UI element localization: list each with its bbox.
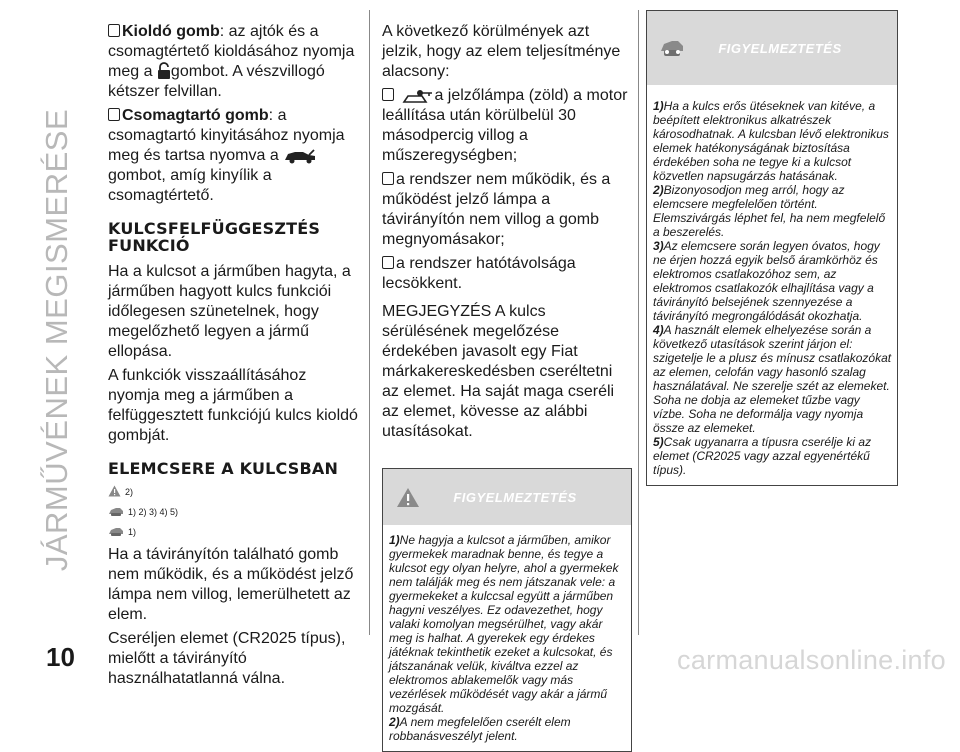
warning-box-2 xyxy=(646,10,898,486)
warning-triangle-icon xyxy=(396,487,420,508)
warning-box-title: FIGYELMEZTETÉS xyxy=(718,40,842,56)
warning-box-body xyxy=(647,85,897,485)
column-2 xyxy=(382,22,632,752)
paragraph-battery-1: Ha a távirányítón található gomb nem működik, és a működést jelző lámpa nem villog, lemerülhetett az elem. xyxy=(108,546,354,623)
warning-box-title: FIGYELMEZTETÉS xyxy=(453,489,577,505)
bullet-square-icon xyxy=(382,88,394,101)
paragraph-key-suspension-1: Ha a kulcsot a járműben hagyta, a járműben hagyott kulcs funkciói időlegesen szünetelnek, hogy megelőzhető legyen a jármű ellopása. xyxy=(108,263,351,360)
side-section-title: JÁRMŰVÉNEK MEGISMERÉSE xyxy=(39,108,74,572)
watermark: carmanualsonline.info xyxy=(677,645,946,675)
bullet-square-icon xyxy=(382,172,394,185)
warning-box-header xyxy=(647,11,897,85)
paragraph-trunk-button: Csomagtartó gomb: a csomagtartó kinyitásához nyomja meg és tartsa nyomva a gombot, amíg kinyílik a csomagtértető. xyxy=(108,107,345,204)
environment-reference: 1) xyxy=(108,525,358,537)
bullet-no-blink: a rendszer nem működik, és a működést jelző lámpa a távirányítón nem villog a gomb megnyomásakor; xyxy=(382,171,611,248)
heading-battery-replacement: ELEMCSERE A KULCSBAN xyxy=(108,459,339,478)
caution-car-hand-icon xyxy=(658,37,686,59)
paragraph-key-suspension-2: A funkciók visszaállításához nyomja meg a járműben a felfüggesztett funkciójú kulcs kioldó gombját. xyxy=(108,367,358,444)
warning-item: 2)A nem megfelelően cserélt elem robbanásveszélyt jelent. xyxy=(389,715,571,743)
column-divider-1 xyxy=(369,10,370,635)
heading-key-suspension: KULCSFELFÜGGESZTÉS FUNKCIÓ xyxy=(108,219,321,255)
warning-item: 2)Bizonyosodjon meg arról, hogy az elemcsere megfelelően történt. Elemszivárgás léphet fel, ha nem megfelelő a beszerelés. xyxy=(653,183,886,239)
warning-item: 3)Az elemcsere során legyen óvatos, hogy ne érjen hozzá egyik belső áramkörhöz és elektromos csatlakozóhoz sem, az elektromos csatlakozók elhajlítása vagy a távirányító belsejének szennyezése a távirányító megrongálódását okozhatja. xyxy=(653,239,880,323)
paragraph-low-battery-intro: A következő körülmények azt jelzik, hogy az elem teljesítménye alacsony: xyxy=(382,23,621,80)
warning-item: 1)Ne hagyja a kulcsot a járműben, amikor gyermekek maradnak benne, és tegye a kulcsot egy olyan helyre, ahol a gyermekek nem találják meg és nem játszanak vele: a gyermekeket a kulccsal együtt a járműben hagyni veszélyes. Ez odavezethet, hogy valaki komolyan megsérülhet, vagy akár meg is halhat. A gyerekek egy érdekes játéknak tekinthetik ezeket a kulcsokat, és játszanának velük, kiváltva ezzel az elektromos ablakemelők vagy más vezérlések működését vagy akár a jármű mozgását. xyxy=(389,533,619,715)
warning-item: 4)A használt elemek elhelyezése során a következő utasítások szerint járjon el: szigetelje le a plusz és mínusz csatlakozókat az elemen, celofán vagy hasonló szalag használatával. Ne szerelje szét az elemeket. Soha ne dobja az elemeket tűzbe vagy vízbe. Soha ne deformálja vagy nyomja össze az elemeket. xyxy=(653,323,892,435)
paragraph-unlock-button: Kioldó gomb: az ajtók és a csomagtértető kioldásához nyomja meg a gombot. A vészvillogó kétszer felvillan. xyxy=(108,23,355,100)
column-divider-2 xyxy=(638,10,639,635)
column-1 xyxy=(108,22,358,693)
key-lamp-icon xyxy=(400,88,434,104)
caution-car-hand-icon xyxy=(108,505,124,517)
warning-item: 5)Csak ugyanarra a típusra cserélje ki az elemet (CR2025 vagy azzal egyenértékű típus). xyxy=(653,435,872,477)
column-3 xyxy=(646,10,898,486)
paragraph-note: MEGJEGYZÉS A kulcs sérülésének megelőzése érdekében javasolt egy Fiat márkakereskedésben cseréltetni az elemet. Ha saját maga cseréli az elemet, kövesse az alábbi utasításokat. xyxy=(382,303,615,440)
car-trunk-icon xyxy=(283,148,317,164)
warning-box-body xyxy=(383,525,631,751)
warning-box-1 xyxy=(382,468,632,752)
bullet-indicator-lamp: a jelzőlámpa (zöld) a motor leállítása után körülbelül 30 másodpercig villog a műszeregységben; xyxy=(382,87,628,164)
paragraph-battery-2: Cseréljen elemet (CR2025 típus), mielőtt a távirányító használhatatlanná válna. xyxy=(108,630,346,687)
bullet-square-icon xyxy=(382,256,394,269)
warning-box-header xyxy=(383,469,631,525)
warning-item: 1)Ha a kulcs erős ütéseknek van kitéve, a beépített elektronikus alkatrészek károsodhatnak. A kulcsban lévő elektronikus elemek hatékonyságának biztosítása érdekében soha ne tegye ki a kulcsot közvetlen napsugárzás hatásának. xyxy=(653,99,889,183)
caution-reference: 1) 2) 3) 4) 5) xyxy=(108,505,358,517)
warning-triangle-icon xyxy=(108,485,121,497)
bullet-square-icon xyxy=(108,108,120,121)
bullet-range-reduced: a rendszer hatótávolsága lecsökkent. xyxy=(382,255,576,292)
warning-reference: 2) xyxy=(108,485,358,497)
page-number: 10 xyxy=(46,642,75,672)
unlock-padlock-icon xyxy=(157,62,171,80)
bullet-square-icon xyxy=(108,24,120,37)
caution-car-hand-icon xyxy=(108,525,124,537)
